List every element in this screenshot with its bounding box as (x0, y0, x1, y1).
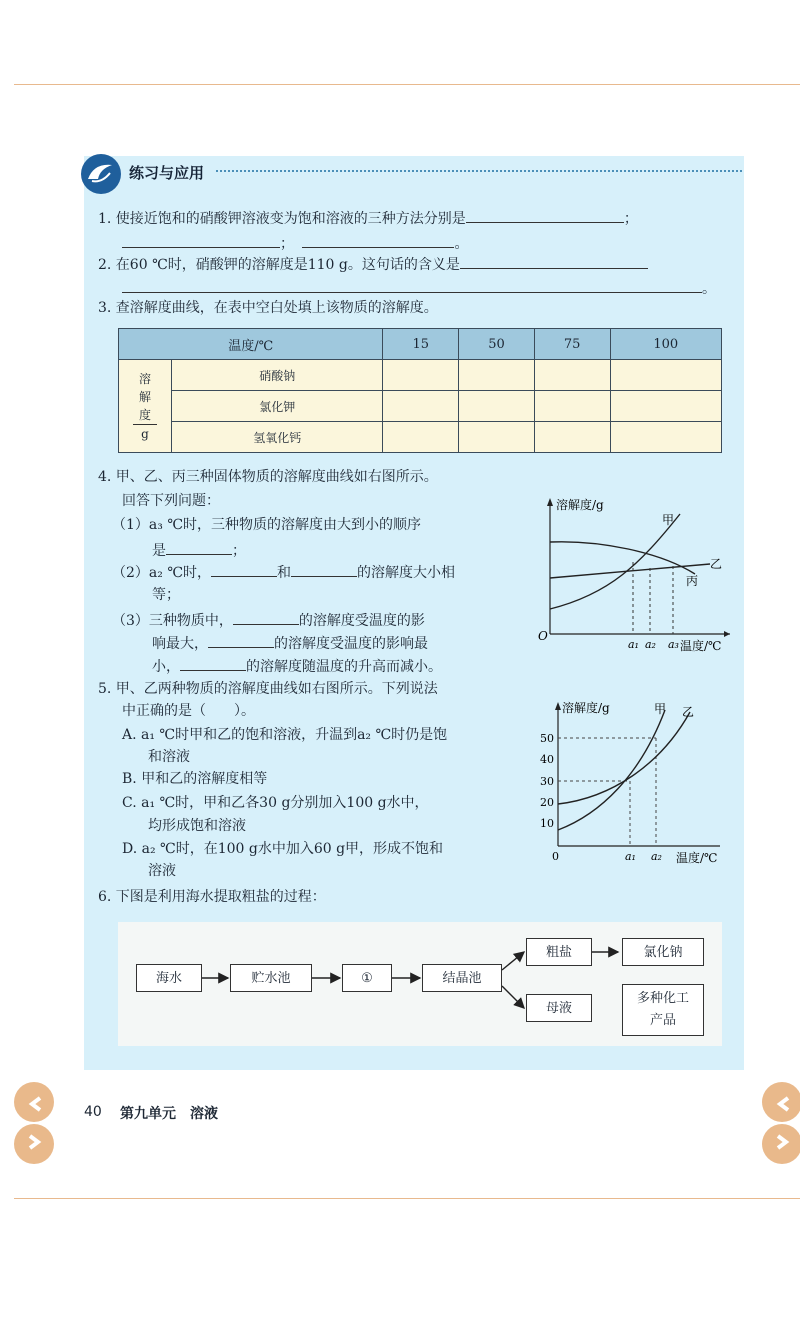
option-a: A. a₁ ℃时甲和乙的饱和溶液，升温到a₂ ℃时仍是饱 (122, 727, 448, 743)
flow-box-reservoir: 贮水池 (230, 964, 312, 992)
table-row-label: 氢氧化钙 (172, 422, 383, 453)
x-axis-arrow (724, 631, 730, 637)
table-row-label: 硝酸钠 (172, 360, 383, 391)
table-row-label: 氯化钾 (172, 391, 383, 422)
table-cell[interactable] (383, 360, 459, 391)
question-4-part3: （3）三种物质中， 的溶解度受温度的影 (112, 610, 425, 630)
question-6: 6. 下图是利用海水提取粗盐的过程： (98, 889, 326, 905)
question-4-part2: （2）a₂ ℃时， 和 的溶解度大小相 (112, 562, 455, 582)
label-bing: 丙 (686, 574, 699, 588)
flow-box-mother-liquor: 母液 (526, 994, 592, 1022)
flow-box-crystallizer: 结晶池 (422, 964, 502, 992)
y-tick-10: 10 (540, 817, 554, 830)
option-d-cont: 溶液 (148, 863, 176, 879)
option-c: C. a₁ ℃时，甲和乙各30 g分别加入100 g水中， (122, 795, 429, 811)
table-header-temp-1: 15 (383, 329, 459, 360)
table-cell[interactable] (610, 422, 721, 453)
origin-label: O (538, 629, 548, 643)
label-jia: 甲 (662, 513, 675, 527)
table-cell[interactable] (610, 360, 721, 391)
flow-box-nacl: 氯化钠 (622, 938, 704, 966)
question-1-cont: ； 。 (122, 233, 468, 253)
bottom-divider (14, 1198, 800, 1199)
flow-box-chemical-products: 多种化工产品 (622, 984, 704, 1036)
question-4-part3-cont: 响最大， 的溶解度受温度的影响最 (152, 633, 428, 653)
curve-yi (558, 712, 690, 804)
flow-box-step1: ① (342, 964, 392, 992)
table-side-label: 溶 解 度 g (119, 360, 172, 453)
flow-box-crude-salt: 粗盐 (526, 938, 592, 966)
x-axis-label: 温度/℃ (676, 851, 718, 865)
question-5-line2: 中正确的是（ ）。 (122, 703, 255, 719)
table-cell[interactable] (610, 391, 721, 422)
option-b: B. 甲和乙的溶解度相等 (122, 771, 268, 787)
question-4-part3-cont2: 小， 的溶解度随温度的升高而减小。 (152, 656, 442, 676)
y-tick-30: 30 (540, 775, 554, 788)
y-tick-40: 40 (540, 753, 554, 766)
prev-page-button-right[interactable] (762, 1082, 800, 1122)
tick-a1: a₁ (625, 850, 636, 863)
question-4-part1: （1）a₃ ℃时，三种物质的溶解度由大到小的顺序 (112, 517, 421, 533)
curve-jia (558, 710, 665, 830)
table-cell[interactable] (459, 391, 535, 422)
table-header-temp: 温度/℃ (119, 329, 383, 360)
x-axis-label: 温度/℃ (680, 639, 722, 653)
flow-box-seawater: 海水 (136, 964, 202, 992)
question-1: 1. 使接近饱和的硝酸钾溶液变为饱和溶液的三种方法分别是 ； (98, 208, 638, 228)
origin-label: 0 (552, 850, 559, 863)
question-2: 2. 在60 ℃时，硝酸钾的溶解度是110 g。这句话的含义是 (98, 254, 648, 274)
y-axis-arrow (555, 702, 561, 710)
table-cell[interactable] (534, 391, 610, 422)
unit-title: 第九单元 溶液 (120, 1106, 218, 1122)
next-page-button[interactable] (14, 1124, 54, 1164)
table-cell[interactable] (534, 422, 610, 453)
chevron-up-icon (762, 1082, 800, 1122)
y-tick-50: 50 (540, 732, 554, 745)
label-jia: 甲 (654, 702, 667, 716)
curve-bing (550, 542, 695, 574)
option-d: D. a₂ ℃时，在100 g水中加入60 g甲，形成不饱和 (122, 841, 444, 857)
top-divider (14, 84, 800, 85)
curve-jia (550, 514, 680, 609)
question-3: 3. 查溶解度曲线，在表中空白处填上该物质的溶解度。 (98, 300, 438, 316)
table-cell[interactable] (459, 360, 535, 391)
tick-a2: a₂ (645, 638, 656, 651)
table-cell[interactable] (459, 422, 535, 453)
question-4: 4. 甲、乙、丙三种固体物质的溶解度曲线如右图所示。 (98, 469, 438, 485)
question-2-cont: 。 (122, 278, 716, 298)
table-header-temp-3: 75 (534, 329, 610, 360)
table-cell[interactable] (534, 360, 610, 391)
solubility-curve-chart-1 (530, 494, 740, 656)
question-5: 5. 甲、乙两种物质的溶解度曲线如右图所示。下列说法 (98, 681, 438, 697)
section-header-icon (80, 153, 122, 195)
question-4-part1-cont: 是 ； (152, 540, 246, 560)
table-cell[interactable] (383, 422, 459, 453)
question-4-line2: 回答下列问题： (122, 493, 220, 509)
question-4-part2-cont: 等； (152, 587, 180, 603)
y-axis-label: 溶解度/g (562, 701, 610, 715)
table-cell[interactable] (383, 391, 459, 422)
tick-a3: a₃ (668, 638, 679, 651)
label-yi: 乙 (710, 557, 723, 571)
table-header-temp-4: 100 (610, 329, 721, 360)
header-dotted-line (216, 170, 742, 172)
y-tick-20: 20 (540, 796, 554, 809)
tick-a1: a₁ (628, 638, 639, 651)
chevron-down-icon (762, 1124, 800, 1164)
option-a-cont: 和溶液 (148, 749, 190, 765)
prev-page-button[interactable] (14, 1082, 54, 1122)
option-c-cont: 均形成饱和溶液 (148, 818, 246, 834)
y-axis-arrow (547, 498, 553, 506)
chevron-down-icon (14, 1124, 54, 1164)
tick-a2: a₂ (651, 850, 662, 863)
section-title: 练习与应用 (129, 164, 205, 182)
page-number: 40 (84, 1104, 102, 1120)
chevron-up-icon (14, 1082, 54, 1122)
next-page-button-right[interactable] (762, 1124, 800, 1164)
table-header-temp-2: 50 (459, 329, 535, 360)
label-yi: 乙 (682, 705, 695, 719)
solubility-curve-chart-2 (530, 696, 740, 868)
solubility-table (118, 328, 722, 453)
y-axis-label: 溶解度/g (556, 498, 604, 512)
